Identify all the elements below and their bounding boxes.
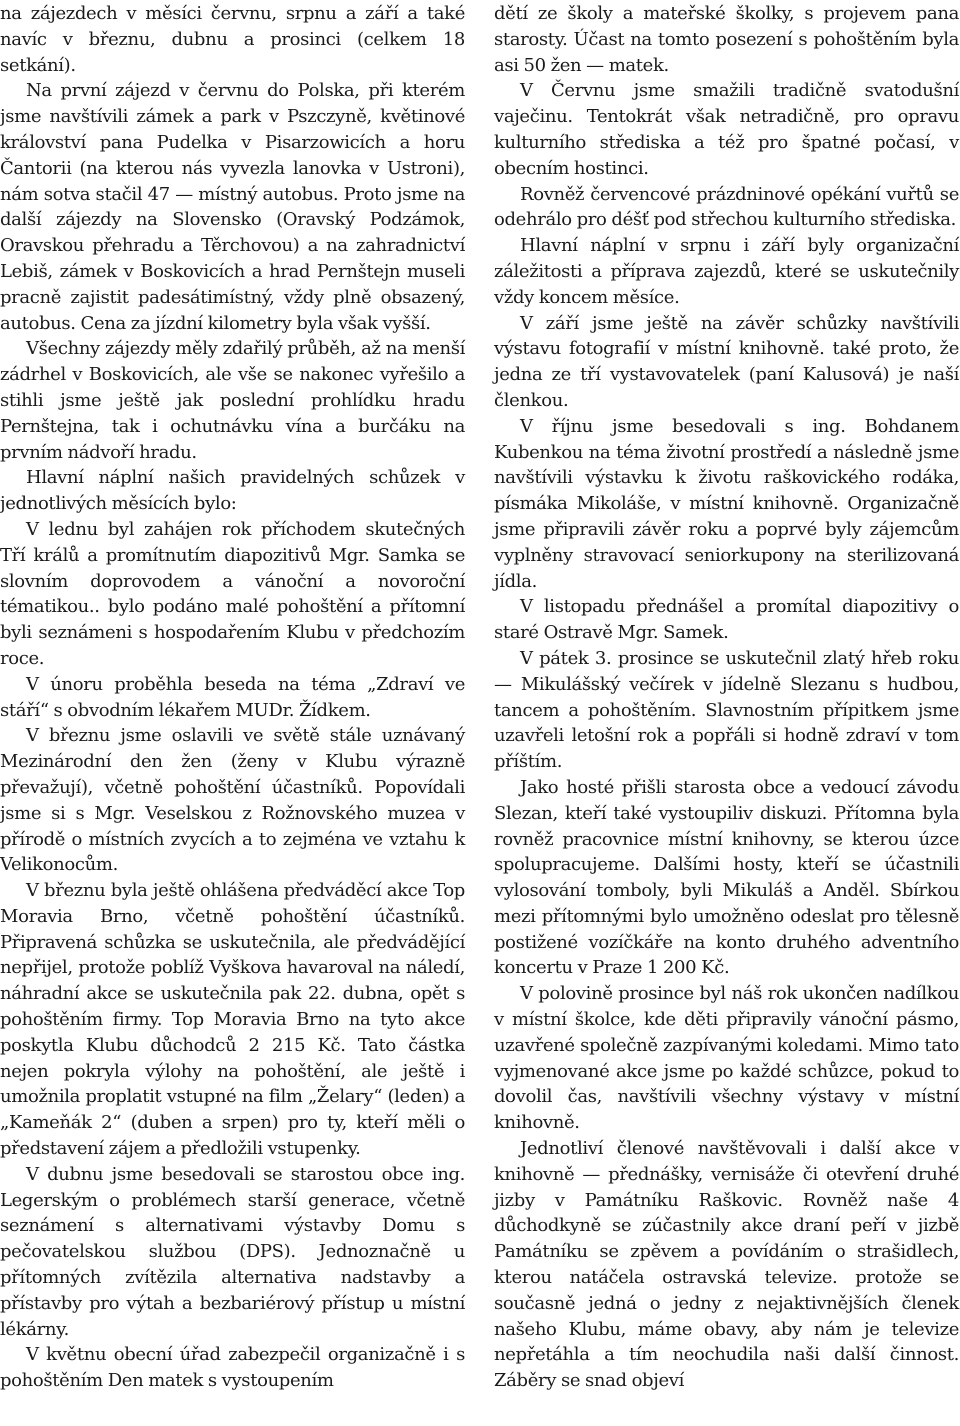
paragraph-june: V Červnu jsme smažili tradičně svatodušní vaječinu. Tentokrát však netradičně, pro opravu kulturního střediska a též pro špatné počasí, v obecním hostinci.	[494, 80, 959, 179]
paragraph-may: V květnu obecní úřad zabezpečil organizačně i s pohoštěním Den matek s vystoupením	[0, 1344, 465, 1392]
paragraph-may-continued: dětí ze školy a mateřské školky, s projevem pana starosty. Účast na tomto posezení s pohoštěním byla asi 50 žen — matek.	[494, 3, 959, 76]
paragraph-continuation: na zájezdech v měsíci červnu, srpnu a září a také navíc v březnu, dubnu a prosinci (celkem 18 setkání).	[0, 3, 465, 76]
right-text-column	[494, 1, 959, 1394]
paragraph-library-events: Jednotliví členové navštěvovali i další akce v knihovně — přednášky, vernisáže či otevření druhé jizby v Památníku Raškovic. Rovněž naše 4 důchodkyně se zúčastnily akce draní peří v jizbě Památníku se zpěvem a povídáním o strašidlech, kterou natáčela ostravská televize. protože se současně jedná o jedny z nejaktivnějších členek našeho Klubu, máme obavy, aby nám je televize nepřetáhla a tím neochudila naši další činnost. Záběry se snad objeví	[494, 1138, 959, 1392]
paragraph-december-end: V polovině prosince byl náš rok ukončen nadílkou v místní školce, kde děti připravily vánoční pásmo, uzavřené společně zazpívanými koledami. Mimo tato vyjmenované akce jsme po každé schůzce, pokud to dovolil čas, navštívili všechny výstavy v místní knihovně.	[494, 983, 959, 1134]
paragraph-october: V říjnu jsme besedovali s ing. Bohdanem Kubenkou na téma životní prostředí a následně jsme navštívili výstavku k životu raškovického rodáka, písmáka Mikoláše, v místní knihovně. Organizačně jsme připravili závěr roku a poprvé byly zájemcům vyplněny stravovací seniorkupony na sterilizovaná jídla.	[494, 415, 959, 592]
left-text-column	[0, 1, 465, 1394]
paragraph-march: V březnu jsme oslavili ve světě stále uznávaný Mezinárodní den žen (ženy v Klubu výrazně převažují), včetně pohoštění účastníků. Popovídali jsme si s Mgr. Veselskou z Rožnovského muzea v přírodě o místních zvycích a to zejména ve vztahu k Velikonocům.	[0, 725, 465, 876]
paragraph-trips-summary: Všechny zájezdy měly zdařilý průběh, až na menší zádrhel v Boskovicích, ale vše se nakonec vyřešilo a stihli jsme ještě jak poslední prohlídku hradu Pernštejna, tak i ochutnávku vína a burčáku na prvním nádvoří hradu.	[0, 338, 465, 463]
paragraph-july: Rovněž červencové prázdninové opékání vuřtů se odehrálo pro déšť pod střechou kulturního střediska.	[494, 183, 959, 231]
paragraph-meetings-intro: Hlavní náplní našich pravidelných schůzek v jednotlivých měsících bylo:	[0, 467, 465, 515]
paragraph-february: V únoru proběhla beseda na téma „Zdraví ve stáří“ s obvodním lékařem MUDr. Žídkem.	[0, 673, 465, 721]
paragraph-guests: Jako hosté přišli starosta obce a vedoucí závodu Slezan, kteří také vystoupiliv diskuzi. Přítomna byla rovněž pracovnice místní knihovny, se kterou úzce spolupracujeme. Dalšími hosty, kteří se účastnili vylosování tomboly, byli Mikuláš a Anděl. Sbírkou mezi přítomnými bylo umožněno odeslat pro tělesně postižené vozíčkáře na konto druhého adventního koncertu v Praze 1 200 Kč.	[494, 776, 959, 979]
paragraph-january: V lednu byl zahájen rok příchodem skutečných Tří králů a promítnutím diapozitivů Mgr. Samka se slovním doprovodem a vánoční a novoroční tématikou.. bylo podáno malé pohoštění a přítomní byli seznámeni s hospodařením Klubu v předchozím roce.	[0, 518, 465, 669]
paragraph-poland-trip: Na první zájezd v červnu do Polska, při kterém jsme navštívili zámek a park v Pszczyně, květinové království pana Pudelka v Pisarzowicích a horu Čantorii (na kterou nás vyvezla lanovka v Ustroni), nám sotva stačil 47 — místný autobus. Proto jsme na další zájezdy na Slovensko (Oravský Podzámok, Oravskou přehradu a Těrchovou) a na zahradnictví Lebiš, zámek v Boskovicích a hrad Pernštejn museli pracně zajistit padesátimístný, vždy plně obsazený, autobus. Cena za jízdní kilometry byla však vyšší.	[0, 80, 465, 334]
paragraph-august-september: Hlavní náplní v srpnu i září byly organizační záležitosti a příprava zajezdů, které se uskutečnily vždy koncem měsíce.	[494, 235, 959, 308]
paragraph-april: V dubnu jsme besedovali se starostou obce ing. Legerským o problémech starší generace, včetně seznámení s alternativami výstavby Domu s pečovatelskou službou (DPS). Jednoznačně u přítomných zvítězila alternativa nadstavby a přístavby pro výtah a bezbariérový přístup u místní lékárny.	[0, 1163, 465, 1340]
paragraph-september-exhibition: V září jsme ještě na závěr schůzky navštívili výstavu fotografií v místní knihovně. také proto, že jedna ze tří vystavovatelek (paní Kalusová) je naší členkou.	[494, 312, 959, 411]
paragraph-december-party: V pátek 3. prosince se uskutečnil zlatý hřeb roku — Mikulášský večírek v jídelně Slezanu s hudbou, tancem a pohoštěním. Slavnostním přípitkem jsme uzavřeli letošní rok a popřáli si hodně zdraví v tom příštím.	[494, 647, 959, 773]
paragraph-march-demo: V březnu byla ještě ohlášena předváděcí akce Top Moravia Brno, včetně pohoštění účastníků. Připravená schůzka se uskutečnila, ale předvádějící nepřijel, protože poblíž Vyškova havaroval na náledí, náhradní akce se uskutečnila pak 22. dubna, opět s pohoštěním firmy. Top Moravia Brno na tyto akce poskytla Klubu důchodců 2 215 Kč. Tato částka nejen pokryla výlohy na pohoštění, ale ještě i umožnila proplatit vstupné na film „Želary“ (leden) a „Kameňák 2“ (duben a srpen) pro ty, kteří měli o představení zájem a předložili vstupenky.	[0, 880, 465, 1160]
paragraph-november: V listopadu přednášel a promítal diapozitivy o staré Ostravě Mgr. Samek.	[494, 596, 959, 644]
